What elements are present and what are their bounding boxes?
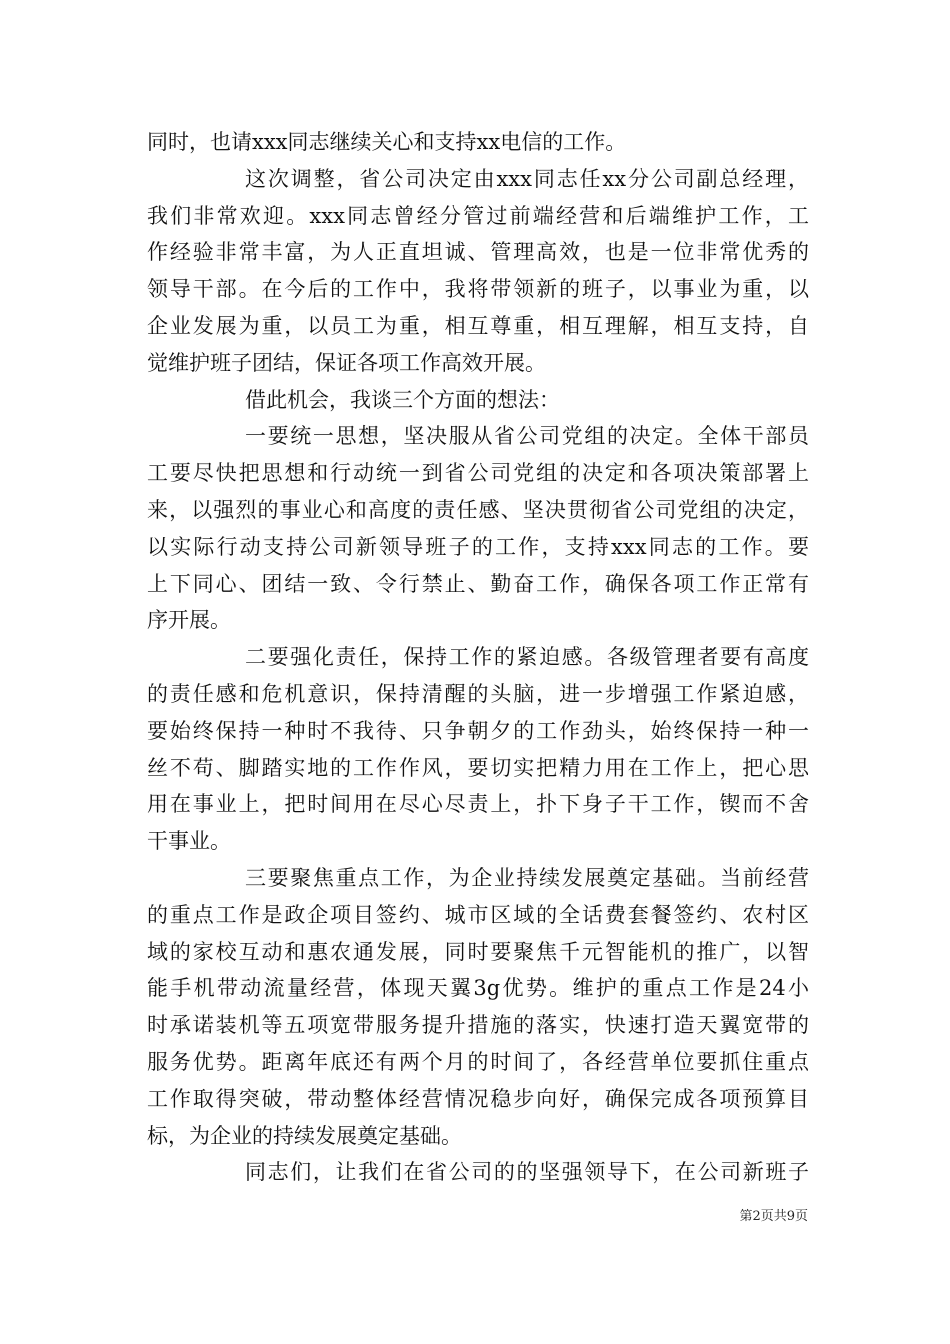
text-line: 的重点工作是政企项目签约、城市区域的全话费套餐签约、农村区 [147,902,809,927]
text-line: 企业发展为重，以员工为重，相互尊重，相互理解，相互支持，自 [147,313,809,338]
text-line: 同时，也请xxx同志继续关心和支持xx电信的工作。 [147,130,627,154]
text-line: 来，以强烈的事业心和高度的责任感、坚决贯彻省公司党组的决定， [147,497,809,522]
document-body [147,124,809,1191]
text-line: 作经验非常丰富，为人正直坦诚、管理高效，也是一位非常优秀的 [147,240,809,265]
text-line: 服务优势。距离年底还有两个月的时间了，各经营单位要抓住重点 [147,1049,809,1074]
text-line: 标，为企业的持续发展奠定基础。 [147,1123,462,1148]
page-number: 第2页共9页 [739,1209,808,1224]
text-line: 以实际行动支持公司新领导班子的工作，支持xxx同志的工作。要 [147,534,809,559]
text-line: 觉维护班子团结，保证各项工作高效开展。 [147,350,546,375]
text-line: 丝不苟、脚踏实地的工作作风，要切实把精力用在工作上，把心思 [147,755,809,780]
text-line: 用在事业上，把时间用在尽心尽责上，扑下身子干工作，锲而不舍 [147,792,809,817]
text-line: 同志们，让我们在省公司的的坚强领导下，在公司新班子 [245,1160,809,1185]
text-line: 的责任感和危机意识，保持清醒的头脑，进一步增强工作紧迫感， [147,681,809,706]
text-line: 能手机带动流量经营，体现天翼3g优势。维护的重点工作是24小 [147,976,809,1001]
text-line: 一要统一思想，坚决服从省公司党组的决定。全体干部员 [245,424,809,449]
text-line: 干事业。 [147,829,231,854]
text-line: 三要聚焦重点工作，为企业持续发展奠定基础。当前经营 [245,865,809,890]
text-line: 序开展。 [147,608,231,633]
text-line: 我们非常欢迎。xxx同志曾经分管过前端经营和后端维护工作，工 [147,203,809,228]
text-line: 借此机会，我谈三个方面的想法： [245,387,560,412]
text-line: 这次调整，省公司决定由xxx同志任xx分公司副总经理， [245,166,809,191]
text-line: 二要强化责任，保持工作的紧迫感。各级管理者要有高度 [245,645,809,670]
text-line: 上下同心、团结一致、令行禁止、勤奋工作，确保各项工作正常有 [147,571,809,596]
text-line: 域的家校互动和惠农通发展，同时要聚焦千元智能机的推广，以智 [147,939,809,964]
text-line: 工要尽快把思想和行动统一到省公司党组的决定和各项决策部署上 [147,461,809,486]
text-line: 领导干部。在今后的工作中，我将带领新的班子，以事业为重，以 [147,277,809,302]
text-line: 时承诺装机等五项宽带服务提升措施的落实，快速打造天翼宽带的 [147,1013,809,1038]
text-line: 要始终保持一种时不我待、只争朝夕的工作劲头，始终保持一种一 [147,718,809,743]
text-line: 工作取得突破，带动整体经营情况稳步向好，确保完成各项预算目 [147,1086,809,1111]
